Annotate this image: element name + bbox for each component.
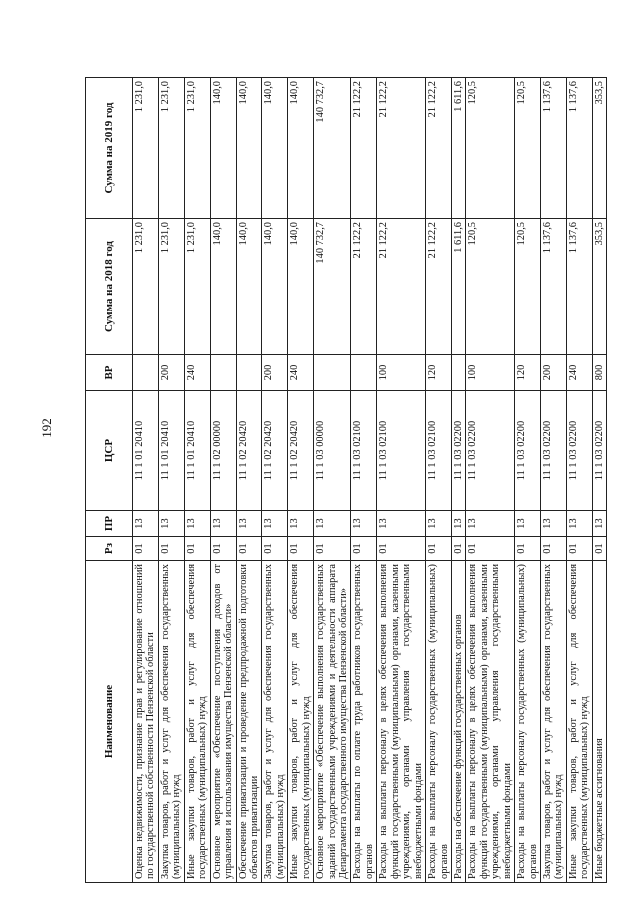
cell-sum-2018: 120,5	[515, 219, 541, 355]
cell-rz: 01	[515, 537, 541, 561]
table-row	[466, 78, 515, 883]
cell-sum-2019: 353,5	[592, 78, 606, 219]
cell-vr	[451, 355, 465, 391]
table-row	[184, 78, 210, 883]
cell-name: Закупка товаров, работ и услуг для обеспечения государственных (муниципальных) нужд	[262, 561, 288, 883]
cell-sum-2019: 21 122,2	[351, 78, 377, 219]
cell-sum-2019: 140,0	[262, 78, 288, 219]
cell-sum-2019: 1 137,6	[566, 78, 592, 219]
cell-pr: 13	[210, 511, 236, 537]
table-row	[210, 78, 236, 883]
header-pr: ПР	[86, 511, 133, 537]
cell-rz: 01	[288, 537, 314, 561]
cell-pr: 13	[314, 511, 351, 537]
cell-sum-2018: 1 137,6	[566, 219, 592, 355]
table-row	[592, 78, 606, 883]
cell-sum-2018: 1 231,0	[184, 219, 210, 355]
cell-pr: 13	[566, 511, 592, 537]
cell-rz: 01	[377, 537, 426, 561]
table-row	[133, 78, 159, 883]
cell-name: Иные закупки товаров, работ и услуг для обеспечения государственных (муниципальных) нужд	[566, 561, 592, 883]
cell-csr: 11 1 01 20410	[133, 391, 159, 511]
cell-sum-2019: 140,0	[288, 78, 314, 219]
cell-sum-2018: 353,5	[592, 219, 606, 355]
cell-pr: 13	[541, 511, 567, 537]
cell-vr: 800	[592, 355, 606, 391]
cell-sum-2019: 1 231,0	[133, 78, 159, 219]
cell-vr	[351, 355, 377, 391]
cell-name: Расходы на выплаты персоналу государственных (муниципальных) органов	[426, 561, 452, 883]
rotated-page	[85, 78, 605, 883]
cell-name: Иные бюджетные ассигнования	[592, 561, 606, 883]
cell-vr	[314, 355, 351, 391]
cell-sum-2019: 120,5	[466, 78, 515, 219]
cell-name: Основное мероприятие «Обеспечение выполнения государственных заданий государственными учреждениями и деятельности аппарата Департамента государственного имущества Пензенской области»	[314, 561, 351, 883]
cell-sum-2018: 1 137,6	[541, 219, 567, 355]
cell-rz: 01	[158, 537, 184, 561]
cell-name: Расходы на выплаты персоналу государственных (муниципальных) органов	[515, 561, 541, 883]
cell-sum-2019: 1 611,6	[451, 78, 465, 219]
cell-pr: 13	[133, 511, 159, 537]
cell-name: Обеспечение приватизации и проведение предпродажной подготовки объектов приватизации	[236, 561, 262, 883]
table-row	[566, 78, 592, 883]
cell-sum-2018: 140 732,7	[314, 219, 351, 355]
cell-vr	[133, 355, 159, 391]
cell-pr: 13	[377, 511, 426, 537]
cell-rz: 01	[426, 537, 452, 561]
cell-rz: 01	[451, 537, 465, 561]
cell-sum-2018: 1 231,0	[133, 219, 159, 355]
header-sum-2018: Сумма на 2018 год	[86, 219, 133, 355]
cell-name: Иные закупки товаров, работ и услуг для обеспечения государственных (муниципальных) нужд	[288, 561, 314, 883]
table-row	[288, 78, 314, 883]
table-row	[515, 78, 541, 883]
cell-vr: 100	[466, 355, 515, 391]
cell-sum-2019: 140 732,7	[314, 78, 351, 219]
cell-sum-2018: 140,0	[210, 219, 236, 355]
cell-sum-2018: 21 122,2	[351, 219, 377, 355]
cell-vr: 200	[541, 355, 567, 391]
cell-csr: 11 1 02 20420	[262, 391, 288, 511]
cell-csr: 11 1 03 02200	[566, 391, 592, 511]
cell-rz: 01	[262, 537, 288, 561]
cell-csr: 11 1 03 02200	[592, 391, 606, 511]
cell-sum-2018: 21 122,2	[426, 219, 452, 355]
cell-pr: 13	[158, 511, 184, 537]
cell-name: Расходы на выплаты по оплате труда работников государственных органов	[351, 561, 377, 883]
cell-name: Оценка недвижимости, признание прав и регулирование отношений по государственной собственности Пензенской области	[133, 561, 159, 883]
cell-csr: 11 1 03 02100	[377, 391, 426, 511]
cell-name: Основное мероприятие «Обеспечение поступления доходов от управления и использования имущества Пензенской области»	[210, 561, 236, 883]
cell-rz: 01	[351, 537, 377, 561]
cell-csr: 11 1 03 02100	[351, 391, 377, 511]
cell-pr: 13	[515, 511, 541, 537]
cell-vr: 240	[288, 355, 314, 391]
cell-sum-2018: 140,0	[236, 219, 262, 355]
cell-csr: 11 1 01 20410	[158, 391, 184, 511]
cell-csr: 11 1 03 02200	[466, 391, 515, 511]
cell-pr: 13	[466, 511, 515, 537]
cell-sum-2019: 1 231,0	[184, 78, 210, 219]
cell-csr: 11 1 02 20420	[236, 391, 262, 511]
cell-csr: 11 1 03 02200	[541, 391, 567, 511]
cell-pr: 13	[451, 511, 465, 537]
cell-sum-2018: 120,5	[466, 219, 515, 355]
cell-rz: 01	[466, 537, 515, 561]
cell-name: Расходы на выплаты персоналу в целях обеспечения выполнения функций государственными (муниципальными) органами, казенными учреждениями, органами управления государственными внебюджетными фондами	[377, 561, 426, 883]
cell-sum-2019: 21 122,2	[426, 78, 452, 219]
cell-sum-2019: 1 231,0	[158, 78, 184, 219]
cell-pr: 13	[426, 511, 452, 537]
cell-sum-2019: 120,5	[515, 78, 541, 219]
cell-csr: 11 1 01 20410	[184, 391, 210, 511]
cell-rz: 01	[314, 537, 351, 561]
cell-csr: 11 1 02 20420	[288, 391, 314, 511]
cell-pr: 13	[184, 511, 210, 537]
header-rz: Рз	[86, 537, 133, 561]
header-row	[86, 78, 133, 883]
cell-sum-2019: 1 137,6	[541, 78, 567, 219]
cell-pr: 13	[236, 511, 262, 537]
header-name: Наименование	[86, 561, 133, 883]
cell-rz: 01	[566, 537, 592, 561]
cell-csr: 11 1 02 00000	[210, 391, 236, 511]
cell-pr: 13	[351, 511, 377, 537]
budget-table	[85, 77, 607, 883]
cell-vr: 240	[184, 355, 210, 391]
header-sum-2019: Сумма на 2019 год	[86, 78, 133, 219]
cell-sum-2019: 140,0	[236, 78, 262, 219]
cell-csr: 11 1 03 02100	[426, 391, 452, 511]
cell-rz: 01	[541, 537, 567, 561]
cell-name: Закупка товаров, работ и услуг для обеспечения государственных (муниципальных) нужд	[541, 561, 567, 883]
table-row	[351, 78, 377, 883]
table-row	[236, 78, 262, 883]
cell-vr: 120	[515, 355, 541, 391]
cell-rz: 01	[210, 537, 236, 561]
cell-csr: 11 1 03 00000	[314, 391, 351, 511]
cell-name: Иные закупки товаров, работ и услуг для обеспечения государственных (муниципальных) нужд	[184, 561, 210, 883]
cell-vr: 200	[158, 355, 184, 391]
cell-sum-2018: 140,0	[288, 219, 314, 355]
cell-sum-2018: 1 231,0	[158, 219, 184, 355]
cell-rz: 01	[133, 537, 159, 561]
cell-csr: 11 1 03 02200	[451, 391, 465, 511]
cell-pr: 13	[592, 511, 606, 537]
cell-vr	[236, 355, 262, 391]
cell-name: Расходы на обеспечение функций государственных органов	[451, 561, 465, 883]
table-row	[314, 78, 351, 883]
table-row	[541, 78, 567, 883]
cell-name: Закупка товаров, работ и услуг для обеспечения государственных (муниципальных) нужд	[158, 561, 184, 883]
cell-sum-2018: 21 122,2	[377, 219, 426, 355]
cell-vr: 240	[566, 355, 592, 391]
cell-rz: 01	[236, 537, 262, 561]
cell-sum-2019: 21 122,2	[377, 78, 426, 219]
cell-vr: 200	[262, 355, 288, 391]
cell-sum-2019: 140,0	[210, 78, 236, 219]
cell-rz: 01	[184, 537, 210, 561]
cell-pr: 13	[288, 511, 314, 537]
page-number: 192	[39, 418, 54, 438]
cell-pr: 13	[262, 511, 288, 537]
table-row	[158, 78, 184, 883]
cell-vr: 120	[426, 355, 452, 391]
table-row	[451, 78, 465, 883]
cell-sum-2018: 1 611,6	[451, 219, 465, 355]
table-row	[377, 78, 426, 883]
cell-vr: 100	[377, 355, 426, 391]
cell-rz: 01	[592, 537, 606, 561]
header-vr: ВР	[86, 355, 133, 391]
cell-vr	[210, 355, 236, 391]
table-row	[262, 78, 288, 883]
header-csr: ЦСР	[86, 391, 133, 511]
cell-sum-2018: 140,0	[262, 219, 288, 355]
cell-csr: 11 1 03 02200	[515, 391, 541, 511]
table-row	[426, 78, 452, 883]
cell-name: Расходы на выплаты персоналу в целях обеспечения выполнения функций государственными (муниципальными) органами, казенными учреждениями, органами управления государственными внебюджетными фондами	[466, 561, 515, 883]
